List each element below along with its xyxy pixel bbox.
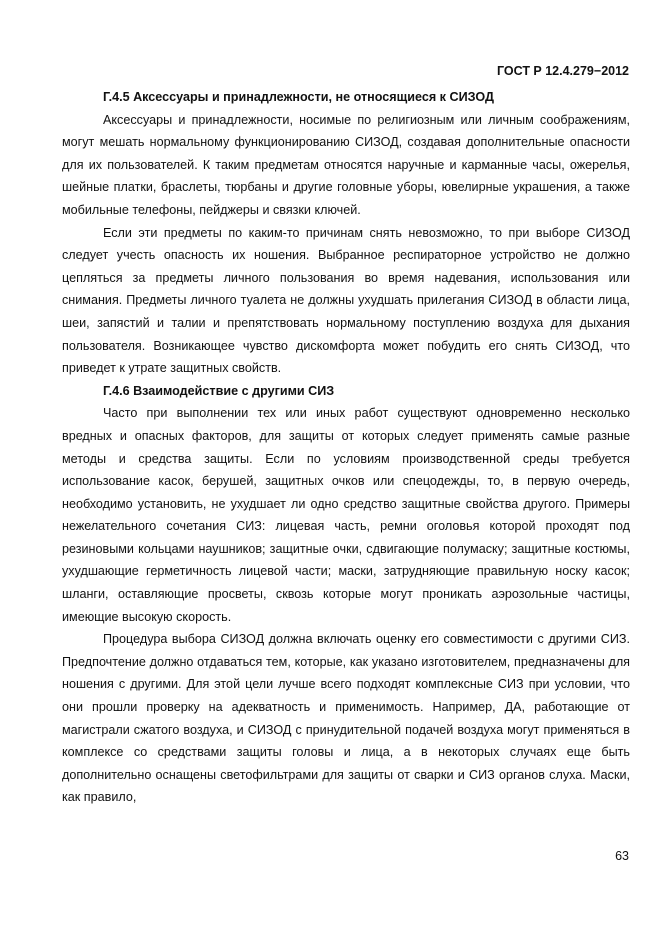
paragraph: Аксессуары и принадлежности, носимые по религиозным или личным соображениям, могут мешать нормальному функционированию СИЗОД, создавая дополнительные опасности для их пользователей. К таким предметам относятся наручные и карманные часы, ожерелья, шейные платки, браслеты, тюрбаны и другие головные уборы, ювелирные украшения, а также мобильные телефоны, пейджеры и связки ключей. — [62, 112, 630, 217]
section-heading-g45: Г.4.5 Аксессуары и принадлежности, не относящиеся к СИЗОД — [103, 90, 494, 104]
section-heading-g46: Г.4.6 Взаимодействие с другими СИЗ — [103, 383, 335, 398]
paragraph: Процедура выбора СИЗОД должна включать оценку его совместимости с другими СИЗ. Предпочтение должно отдаваться тем, которые, как указано изготовителем, предназначены для ношения с другими. Для этой цели лучше всего подходят комплексные СИЗ при условии, что они прошли проверку на адекватность и применимость. Например, ДА, работающие от магистрали сжатого воздуха, и СИЗОД с принудительной подачей воздуха могут применяться в комплексе со средствами защиты головы и лица, а в некоторых случаях еще быть дополнительно оснащены светофильтрами для защиты от сварки и СИЗ органов слуха. Маски, как правило, — [62, 632, 630, 805]
page-number: 63 — [615, 849, 629, 863]
paragraph: Часто при выполнении тех или иных работ существуют одновременно несколько вредных и опасных факторов, для защиты от которых следует применять самые разные методы и средства защиты. Если по условиям производственной среды требуется использование касок, берушей, защитных очков или спецодежды, то, в первую очередь, необходимо установить, не ухудшает ли одно средство защитные свойства другого. Примеры нежелательного сочетания СИЗ: лицевая часть, ремни оголовья которой проходят под резиновыми кольцами наушников; защитные очки, сдвигающие полумаску; защитные костюмы, ухудшающие герметичность лицевой части; маски, затрудняющие правильную носку касок; шланги, оставляющие просветы, сквозь которые могут проникать аэрозольные частицы, имеющие высокую скорость. — [62, 406, 630, 624]
page-content — [62, 86, 630, 809]
paragraph: Если эти предметы по каким-то причинам снять невозможно, то при выборе СИЗОД следует учесть опасность их ношения. Выбранное респираторное устройство не должно цепляться за предметы личного пользования во время надевания, использования или снимания. Предметы личного туалета не должны ухудшать прилегания СИЗОД в области лица, шеи, запястий и талии и препятствовать нормальному поступлению воздуха для дыхания пользователя. Возникающее чувство дискомфорта может побудить его снять СИЗОД, что приведет к утрате защитных свойств. — [62, 225, 630, 376]
standard-number: ГОСТ Р 12.4.279−2012 — [496, 64, 629, 78]
